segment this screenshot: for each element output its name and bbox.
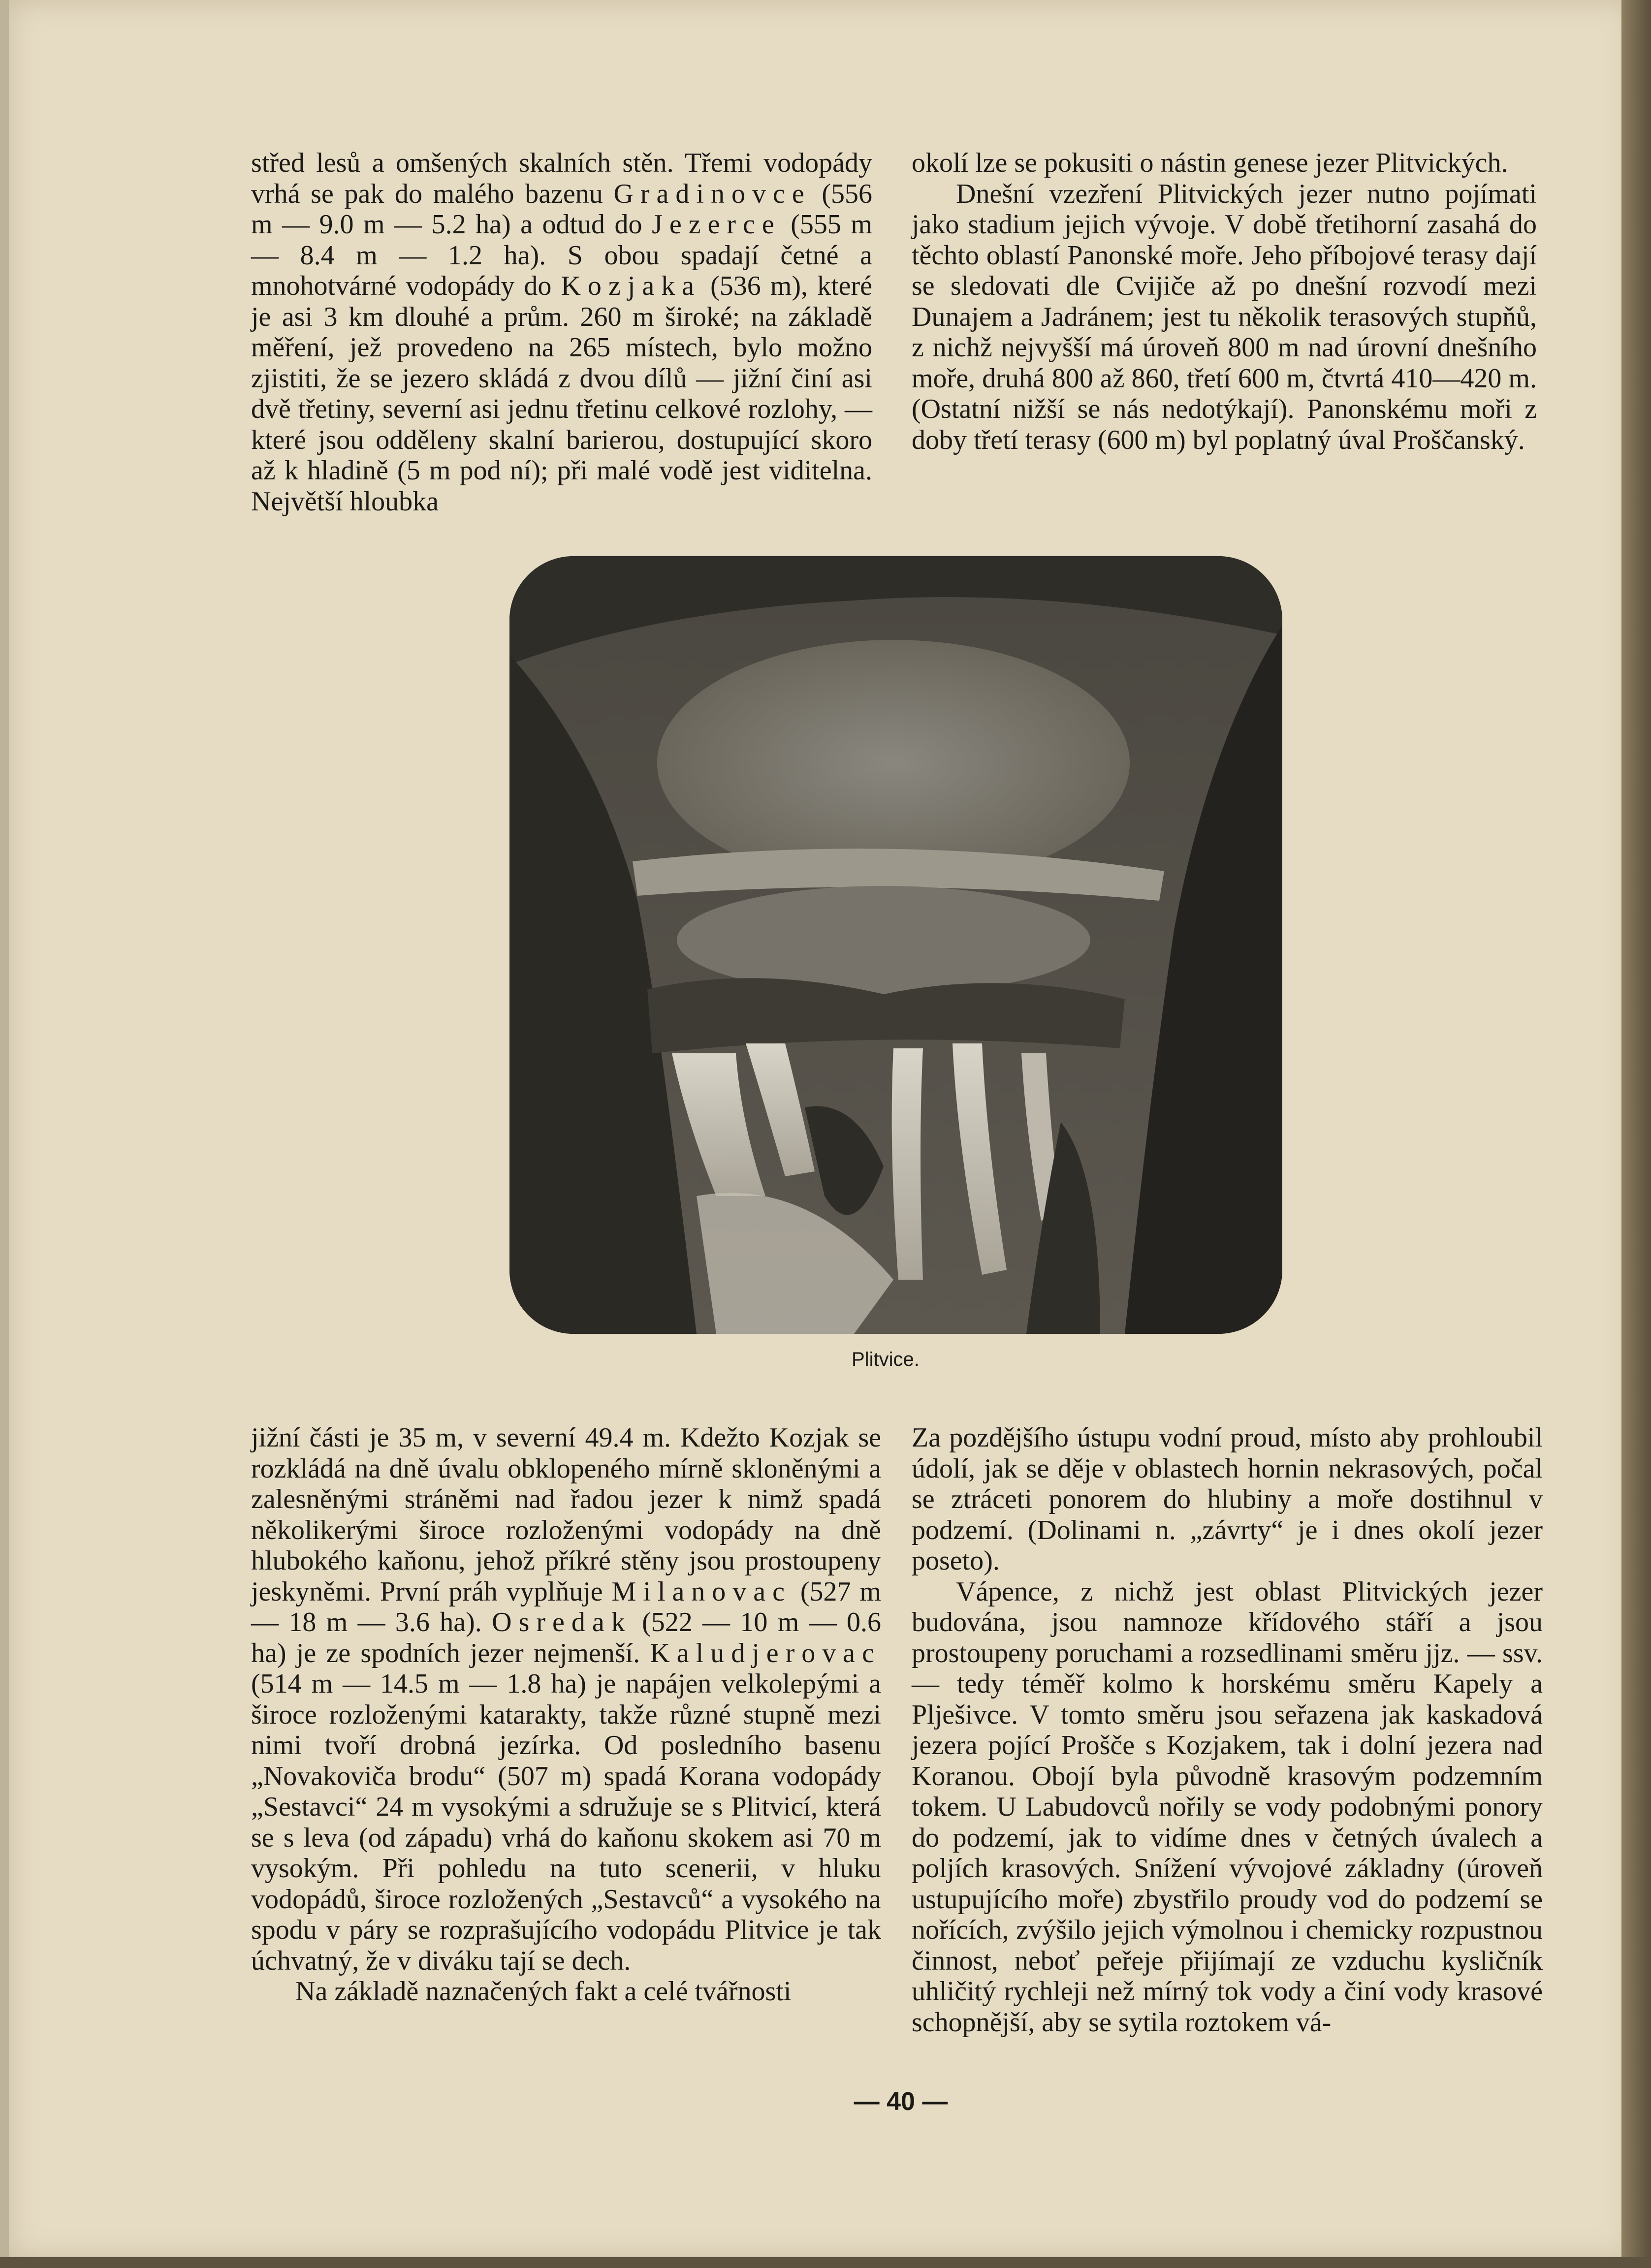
- column-bottom-left: [251, 1422, 881, 2007]
- paragraph: Dnešní vzezření Plitvických jezer nutno pojímati jako stadium jejich vývoje. V době třetihorní zasahá do těchto oblastí Panonské moře. Jeho příbojové terasy dají se sledovati dle Cvijiče až po dnešní rozvodí mezi Dunajem a Jadránem; jest tu několik terasových stupňů, z nichž nejvyšší má úroveň 800 m nad úrovní dnešního moře, druhá 800 až 860, třetí 600 m, čtvrtá 410—420 m. (Ostatní nižší se nás nedotýkají). Panonskému moři z doby třetí terasy (600 m) byl poplatný úval Proščanský.: [912, 178, 1537, 455]
- paragraph: Na základě naznačených fakt a celé tvářnosti: [295, 1976, 792, 2007]
- text-run: (556 m — 9.0 m — 5.2 ha) a odtud do: [251, 178, 872, 240]
- text-run: (536 m), které je asi 3 km dlouhé a prům. 260 m široké; na základě měření, jež provedeno na 265 místech, bylo možno zjistiti, že se jezero skládá z dvou dílů — jižní činí asi dvě třetiny, severní asi jednu třetinu celkové rozlohy, — které jsou odděleny skalní barierou, dostupující skoro až k hladině (5 m pod ní); při malé vodě jest viditelna. Největší hloubka: [251, 271, 872, 517]
- waterfall-photo: [509, 556, 1282, 1334]
- text-run: (522 — 10 m — 0.6 ha) je ze spodních jezer nejmenší.: [251, 1607, 881, 1669]
- place-name-kozjaka: Kozjaka: [561, 271, 701, 301]
- column-bottom-right: [912, 1422, 1543, 2038]
- figure-caption: Plitvice.: [852, 1349, 920, 1370]
- photo-illustration: [509, 556, 1282, 1334]
- place-name-kaludjerovac: Kaludjerovac: [650, 1638, 881, 1669]
- page-number: — 40 —: [854, 2087, 948, 2116]
- place-name-jezerce: Jezerce: [652, 209, 781, 240]
- paragraph: [251, 148, 872, 517]
- paragraph: okolí lze se pokusiti o nástin genese jezer Plitvických.: [912, 148, 1508, 178]
- paragraph: Za pozdějšího ústupu vodní proud, místo aby prohloubil údolí, jak se děje v oblastech hornin nekrasových, počal se ztráceti ponorem do hlubiny a moře dostihnul v podzemí. (Dolinami n. „závrty“ je i dnes okolí jezer poseto).: [912, 1422, 1543, 1576]
- text-run: (527 m — 18 m — 3.6 ha).: [251, 1576, 881, 1638]
- column-top-left: [251, 148, 872, 517]
- page-bottom-edge: [0, 2257, 1651, 2268]
- text-run: (514 m — 14.5 m — 1.8 ha) je napájen velkolepými a široce rozloženými katarakty, takže různé stupně mezi nimi tvoří drobná jezírka. Od posledního basenu „Novakoviča brodu“ (507 m) spadá Korana vodopády „Sestavci“ 24 m vysokými a sdružuje se s Plitvicí, která se s leva (od západu) vrhá do kaňonu skokem asi 70 m vysokým. Při pohledu na tuto scenerii, v hluku vodopádů, široce rozložených „Sestavců“ a vysokého na spodu v páry se rozprašujícího vodopádu Plitvice je tak úchvatný, že v diváku tají se dech.: [251, 1669, 881, 1976]
- text-run: jižní části je 35 m, v severní 49.4 m. Kdežto Kozjak se rozkládá na dně úvalu obklopeného mírně skloněnými a zalesněnými stráněmi nad řadou jezer k nimž spadá několikerými široce rozloženými vodopády na dně hlubokého kaňonu, jehož příkré stěny jsou prostoupeny jeskyněmi. První práh vyplňuje: [251, 1422, 881, 1607]
- paragraph: Vápence, z nichž jest oblast Plitvických jezer budována, jsou namnoze křídového stáří a jsou prostoupeny poruchami a rozsedlinami směru jjz. — ssv. — tedy téměř kolmo k horskému směru Kapely a Plješivce. V tomto směru jsou seřazena jak kaskadová jezera pojící Prošče s Kozjakem, tak i dolní jezera nad Koranou. Obojí byla původně krasovým podzemním tokem. U Labudovců nořily se vody podobnými ponory do podzemí, jak to vidíme dnes v četných úvalech a poljích krasových. Snížení vývojové základny (úroveň ustupujícího moře) zbystřilo proudy vod do podzemí se nořících, zvýšilo jejich výmolnou i chemicky rozpustnou činnost, neboť peřeje přijímají ze vzduchu kysličník uhličitý rychleji než mírný tok vody a činí vody krasové schopnější, aby se sytila roztokem vá-: [912, 1576, 1543, 2038]
- place-name-gradinovce: Gradinovce: [613, 178, 811, 209]
- text-run: střed lesů a omšených skalních stěn. Třemi vodopády vrhá se pak do malého bazenu: [251, 148, 872, 209]
- column-top-right: [912, 148, 1537, 455]
- text-run: (555 m — 8.4 m — 1.2 ha). S obou spadají četné a mnohotvárné vodopády do: [251, 209, 872, 301]
- paragraph: [251, 1422, 881, 1976]
- place-name-milanovac: Milanovac: [611, 1576, 792, 1607]
- page-binding-edge: [1621, 0, 1651, 2268]
- place-name-osredak: Osredak: [492, 1607, 632, 1638]
